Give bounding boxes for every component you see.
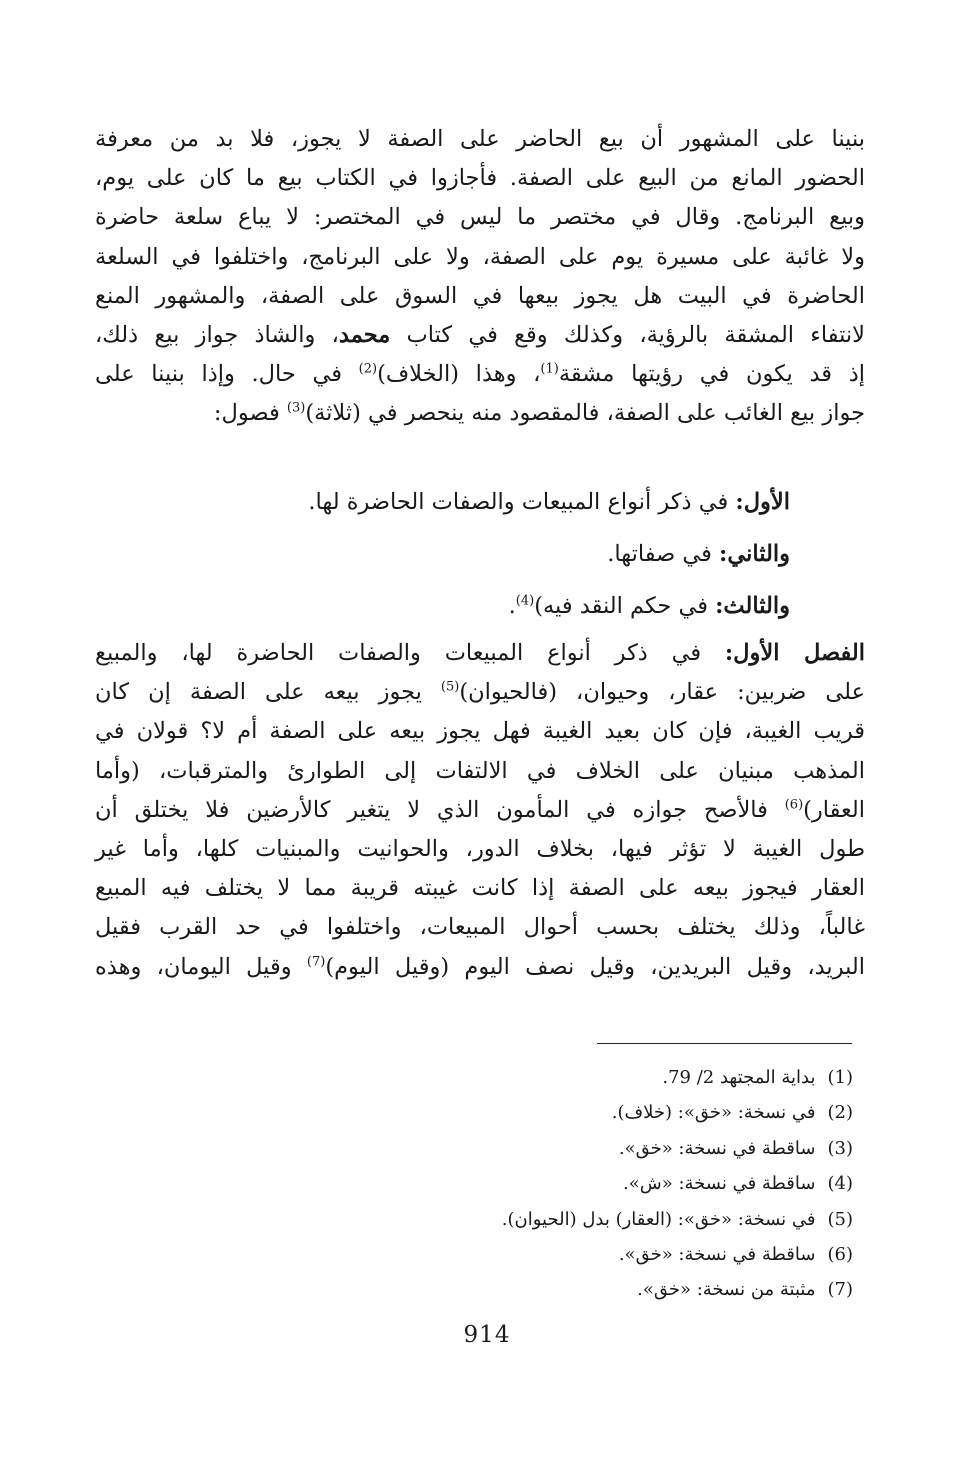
text-line: طول الغيبة لا تؤثر فيها، بخلاف الدور، والحوانيت والمبنيات كلها، وأما غير — [95, 835, 865, 862]
footnote — [95, 1272, 865, 1307]
footnote-text: في نسخة: «خق»: (خلاف). — [611, 1102, 816, 1124]
text-line: غالباً، وذلك يختلف بحسب أحوال المبيعات، واختلفوا في حد القرب فقيل — [95, 914, 865, 941]
text-line — [95, 634, 865, 673]
bold-name: محمد — [338, 321, 391, 348]
text-fragment: فصول: — [213, 400, 287, 427]
text-line — [95, 948, 865, 987]
text-fragment: وقيل اليومان، وهذه — [95, 953, 307, 980]
footnote-ref: (5) — [440, 679, 460, 695]
footnote-number: (6) — [827, 1243, 853, 1265]
footnote — [95, 1237, 865, 1272]
footnote-text: مثبتة من نسخة: «خق». — [637, 1279, 816, 1301]
footnote-ref: (6) — [784, 797, 804, 813]
footnote-text: ساقطة في نسخة: «خق». — [618, 1137, 816, 1159]
text-line: الحضور المانع من البيع على الصفة. فأجازوا في الكتاب بيع ما كان على يوم، — [95, 165, 865, 192]
text-fragment: إذ قد يكون في رؤيتها مشقة — [558, 361, 865, 388]
chapter-list — [95, 476, 865, 632]
footnotes — [95, 1060, 865, 1308]
text-line — [95, 394, 865, 433]
text-line: بنينا على المشهور أن بيع الحاضر على الصفة لا يجوز، فلا بد من معرفة — [95, 126, 865, 152]
footnote — [95, 1131, 865, 1166]
footnote-number: (1) — [827, 1067, 853, 1088]
text-fragment: فالأصح جوازه في المأمون الذي لا يتغير كالأرضين فلا يختلق أن — [95, 796, 785, 823]
text-line: قريب الغيبة، فإن كان بعيد الغيبة فهل يجوز بيعه على الصفة أم لا؟ قولان في — [95, 718, 865, 745]
text-line — [95, 316, 865, 355]
list-item — [95, 528, 865, 580]
footnote — [95, 1202, 865, 1237]
footnote-text: ساقطة في نسخة: «ش». — [623, 1173, 816, 1195]
footnote — [95, 1060, 865, 1095]
text-fragment: على ضربين: عقار، وحيوان، (فالحيوان) — [459, 679, 866, 706]
section-heading: الفصل الأول: — [724, 640, 865, 666]
paragraph-section-one — [95, 634, 865, 987]
footnote-number: (2) — [827, 1102, 853, 1124]
text-fragment: البريد، وقيل البريدين، وقيل نصف اليوم (وقيل اليوم) — [325, 953, 866, 980]
text-line — [95, 355, 865, 394]
footnote-number: (5) — [827, 1208, 853, 1230]
footnote-ref: (3) — [286, 400, 306, 416]
footnote-text: ساقطة في نسخة: «خق». — [618, 1243, 816, 1265]
text-fragment: في ذكر أنواع المبيعات والصفات الحاضرة لها، والمبيع — [95, 640, 725, 666]
text-line — [95, 673, 865, 712]
text-fragment: يجوز بيعه على الصفة إن كان — [95, 679, 441, 706]
page-number: 914 — [463, 1322, 511, 1348]
text-line: المذهب مبنيان على الخلاف في الالتفات إلى الطوارئ والمترقبات، (وأما — [95, 757, 865, 784]
footnote-number: (4) — [827, 1173, 853, 1195]
item-text: في صفاتها. — [607, 541, 720, 567]
text-line: ولا غائبة على مسيرة يوم على الصفة، ولا على البرنامج، واختلفوا في السلعة — [95, 243, 865, 270]
paragraph-intro — [95, 120, 865, 434]
footnote-ref: (1) — [540, 361, 559, 377]
footnote — [95, 1095, 865, 1130]
item-label: والثاني: — [719, 541, 790, 567]
text-fragment: ، والشاذ جواز بيع ذلك، — [95, 321, 339, 348]
footnote-divider — [597, 1043, 852, 1044]
text-line — [95, 791, 865, 830]
footnote-ref: (2) — [358, 361, 378, 377]
footnote — [95, 1166, 865, 1201]
text-line: العقار فيجوز بيعه على الصفة إذا كانت غيبته قريبة مما لا يختلف فيه المبيع — [95, 875, 865, 902]
footnote-number: (7) — [827, 1279, 853, 1301]
list-item — [95, 580, 865, 632]
text-fragment: العقار) — [803, 796, 865, 823]
footnote-text: بداية المجتهد 2/ 79. — [662, 1067, 816, 1088]
text-fragment: جواز بيع الغائب على الصفة، فالمقصود منه ينحصر في (ثلاثة) — [305, 400, 865, 427]
item-text: في ذكر أنواع المبيعات والصفات الحاضرة لها. — [308, 489, 736, 515]
text-fragment: في حال. وإذا بنينا على — [95, 361, 359, 388]
footnote-text: في نسخة: «خق»: (العقار) بدل (الحيوان). — [501, 1208, 816, 1230]
footnote-ref: (7) — [306, 954, 326, 969]
text-line: وبيع البرنامج. وقال في مختصر ما ليس في المختصر: لا يباع سلعة حاضرة — [95, 204, 865, 231]
item-label: والثالث: — [715, 593, 790, 619]
item-label: الأول: — [735, 489, 790, 515]
text-fragment: لانتفاء المشقة بالرؤية، وكذلك وقع في كتاب — [390, 321, 865, 348]
footnote-number: (3) — [827, 1137, 853, 1159]
footnote-ref: (4) — [515, 593, 535, 609]
list-item — [95, 476, 865, 528]
item-text: في حكم النقد فيه) — [534, 593, 716, 619]
item-text: . — [508, 593, 516, 619]
text-fragment: ، وهذا (الخلاف) — [377, 361, 541, 388]
text-line: الحاضرة في البيت هل يجوز بيعها في السوق على الصفة، والمشهور المنع — [95, 282, 865, 309]
